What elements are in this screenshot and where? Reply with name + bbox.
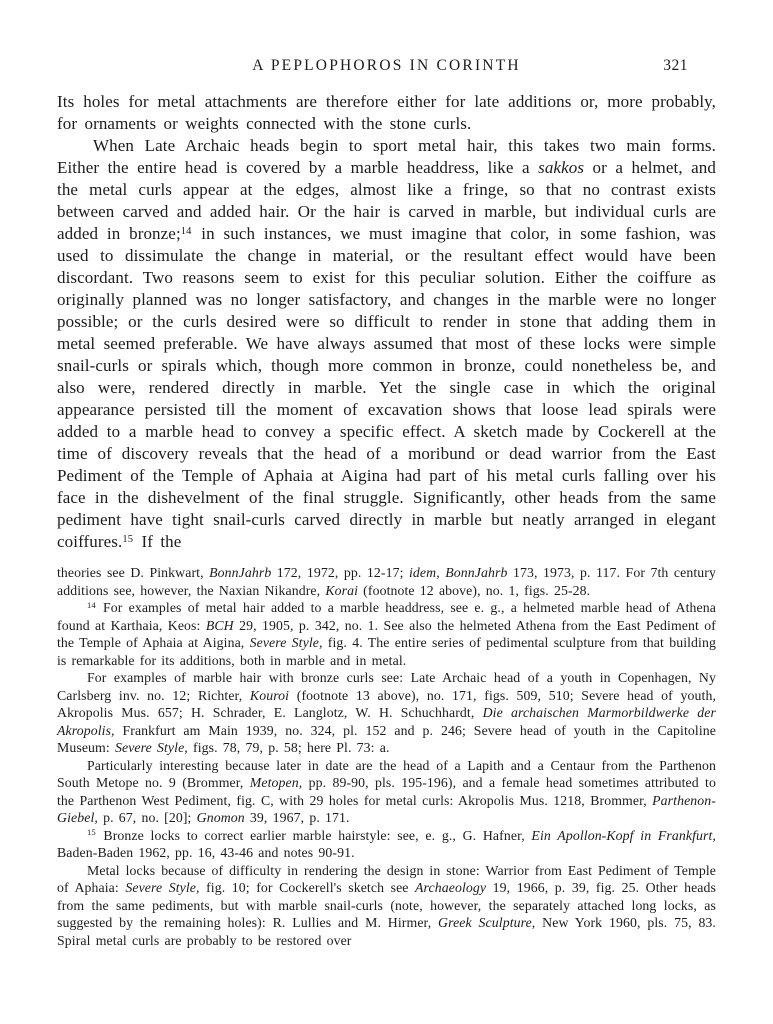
text-run: Metal locks because of difficulty in rendering the design in stone: Warrior from East Pediment of Temple of Aphaia:	[57, 862, 716, 895]
italic-text: sakkos	[538, 158, 585, 177]
text-run: pp. 89-90, pls. 195-196), and a female head sometimes attributed to the Parthenon West Pediment, fig. C, with 29 holes for metal curls: Akropolis Mus. 1218, Brommer,	[57, 775, 716, 808]
italic-text: Korai	[325, 582, 359, 598]
footnote-paragraph	[57, 599, 716, 669]
footnotes-section	[57, 564, 716, 949]
footnote-marker: 15	[122, 533, 134, 545]
text-run: 173, 1973, p. 117. For 7th century additions see, however, the Naxian Nikandre,	[57, 565, 716, 598]
body-paragraph	[57, 91, 716, 135]
text-run: in such instances, we must imagine that color, in some fashion, was used to dissimulate the change in material, or the resultant effect would have been discordant. Two reasons seem to exist for this peculiar solution. Either the coiffure as originally planned was no longer satisfactory, and changes in the marble were no longer possible; or the curls desired were so difficult to render in stone that adding them in metal seemed preferable. We have always assumed that most of these locks were simple snail-curls or spirals which, though more common in bronze, could nonetheless be, and also were, rendered directly in marble. Yet the single case in which the original appearance persisted till the moment of excavation shows that loose lead spirals were added to a marble head to convey a specific effect. A sketch made by Cockerell at the time of discovery reveals that the head of a moribund or dead warrior from the East Pediment of the Temple of Aphaia at Aigina had part of his metal curls falling over his face in the dishevelment of the final struggle. Significantly, other heads from the same pediment have tight snail-curls carved directly in marble but neatly arranged in elegant coiffures.	[57, 224, 717, 551]
footnote-paragraph	[57, 669, 716, 757]
text-run: 19, 1966, p. 39, fig. 25. Other heads from the same pediments, but with marble snail-curls (note, however, the separately attached long locks, as suggested by the remaining holes): R. Lullies and M. Hirmer,	[57, 880, 716, 930]
italic-text: Die archaischen Marmorbildwerke der Akropolis,	[57, 705, 716, 738]
text-run: When Late Archaic heads begin to sport metal hair, this takes two main forms. Either the entire head is covered by a marble headdress, like a	[57, 136, 716, 177]
italic-text: Greek Sculpture,	[438, 915, 536, 930]
footnote-marker: 15	[87, 827, 96, 838]
italic-text: Ein Apollon-Kopf in Frankfurt,	[531, 827, 716, 843]
page-content	[57, 57, 716, 949]
italic-text: Gnomon	[196, 810, 245, 825]
text-run: For examples of marble hair with bronze curls see: Late Archaic head of a youth in Copenhagen, Ny Carlsberg inv. no. 12; Richter,	[57, 670, 716, 703]
footnote-marker: 14	[87, 599, 96, 610]
italic-text: Severe Style,	[125, 880, 200, 895]
text-run: theories see D. Pinkwart,	[57, 565, 210, 580]
italic-text: Severe Style,	[249, 635, 323, 650]
footnote-paragraph	[57, 564, 716, 599]
italic-text: Archaeology	[415, 880, 487, 895]
text-run: p. 67, no. [20];	[97, 810, 197, 825]
text-run: New York 1960, pls. 75, 83. Spiral metal curls are probably to be restored over	[57, 915, 716, 948]
text-run: fig. 4. The entire series of pedimental sculpture from that building is remarkable for its additions, both in marble and in metal.	[57, 635, 716, 668]
italic-text: BonnJahrb	[209, 565, 272, 580]
text-run: Its holes for metal attachments are therefore either for late additions or, more probably, for ornaments or weights connected with the stone curls.	[57, 92, 716, 133]
text-run: (footnote 12 above), no. 1, figs. 25-28.	[358, 582, 591, 598]
body-paragraph	[57, 135, 716, 553]
text-run: or a helmet, and the metal curls appear at the edges, almost like a fringe, so that no contrast exists between carved and added hair. Or the hair is carved in marble, but individual curls are added in bronze;	[57, 158, 716, 243]
text-run: 172, 1972, pp. 12-17;	[271, 565, 409, 580]
italic-text: idem, BonnJahrb	[409, 565, 508, 580]
text-run: fig. 10; for Cockerell's sketch see	[199, 880, 416, 895]
text-run: If the	[134, 532, 182, 551]
text-run: Particularly interesting because later in date are the head of a Lapith and a Centaur from the Parthenon South Metope no. 9 (Brommer,	[57, 757, 716, 790]
footnote-paragraph	[57, 862, 716, 950]
text-run: For examples of metal hair added to a marble headdress, see e. g., a helmeted marble head of Athena found at Karthaia, Keos:	[57, 600, 716, 633]
text-run: Baden-Baden 1962, pp. 16, 43-46 and notes 90-91.	[57, 845, 355, 860]
italic-text: Severe Style,	[114, 740, 188, 755]
italic-text: Metopen,	[249, 775, 303, 790]
text-run: 39, 1967, p. 171.	[244, 810, 350, 825]
footnote-marker: 14	[180, 225, 192, 237]
italic-text: BCH	[205, 617, 234, 633]
text-run: Frankfurt am Main 1939, no. 324, pl. 152 and p. 246; Severe head of youth in the Capitoline Museum:	[57, 722, 716, 755]
footnote-paragraph	[57, 757, 716, 827]
text-run: figs. 78, 79, p. 58; here Pl. 73: a.	[187, 740, 390, 755]
italic-text: Parthenon-Giebel,	[57, 792, 716, 825]
running-head	[57, 57, 716, 77]
page-title: A PEPLOPHOROS IN CORINTH	[252, 57, 521, 74]
text-run: Bronze locks to correct earlier marble hairstyle: see, e. g., G. Hafner,	[96, 827, 532, 843]
text-run: (footnote 13 above), no. 171, figs. 509, 510; Severe head of youth, Akropolis Mus. 657; H. Schrader, E. Langlotz, W. H. Schuchhardt,	[57, 687, 717, 720]
text-run: 29, 1905, p. 342, no. 1. See also the helmeted Athena from the East Pediment of the Temple of Aphaia at Aigina,	[57, 617, 716, 650]
page-number: 321	[663, 57, 688, 74]
article-body	[57, 91, 716, 553]
footnote-paragraph	[57, 827, 716, 862]
italic-text: Kouroi	[249, 687, 290, 703]
